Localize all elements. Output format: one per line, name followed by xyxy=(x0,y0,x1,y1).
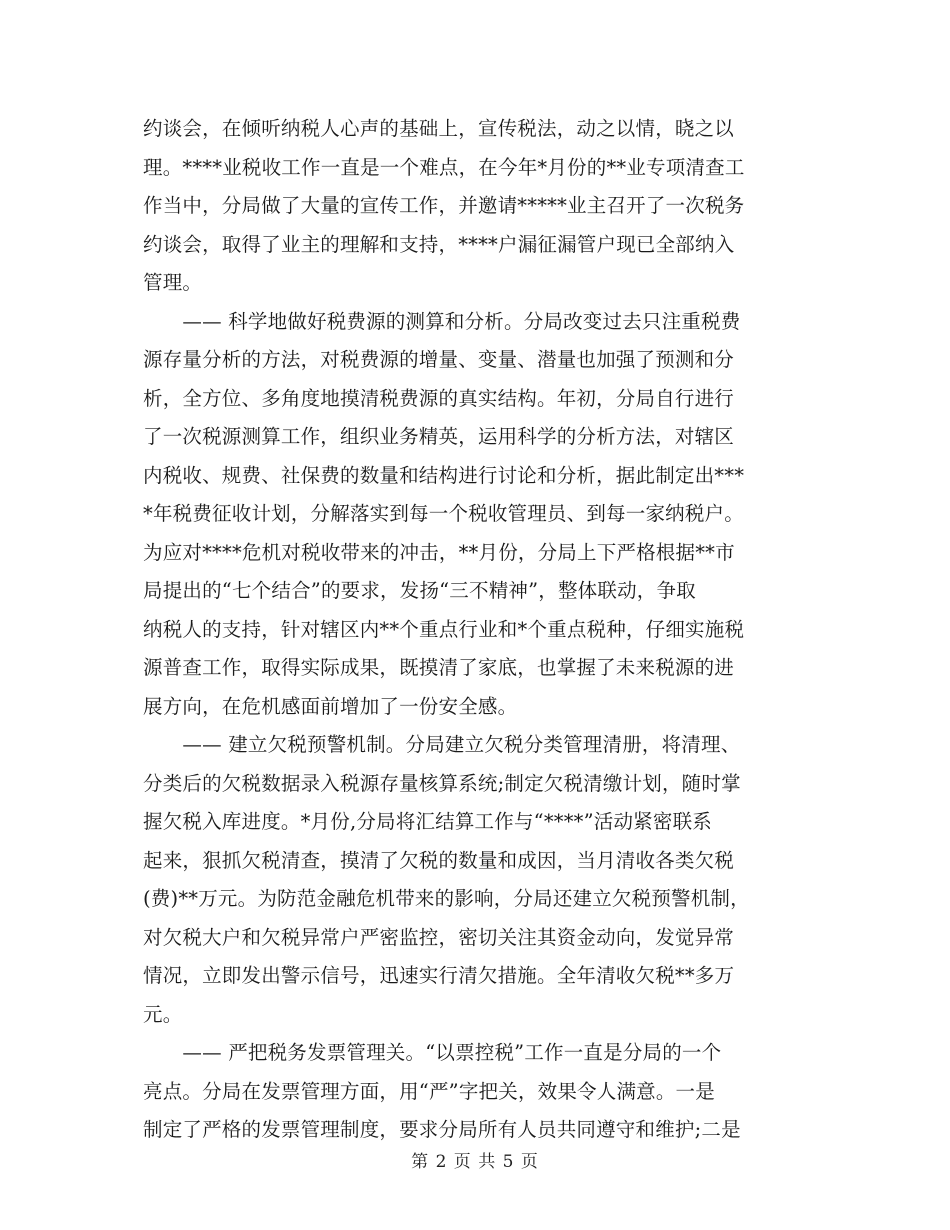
text-line: 源存量分析的方法，对税费源的增量、变量、潜量也加强了预测和分 xyxy=(143,348,735,371)
text-line: —— 科学地做好税费源的测算和分析。分局改变过去只注重税费 xyxy=(143,309,741,333)
text-line: 分类后的欠税数据录入税源存量核算系统;制定欠税清缴计划，随时掌 xyxy=(143,771,741,795)
text-line: 元。 xyxy=(143,1002,183,1026)
page-footer: 第 2 页 共 5 页 xyxy=(411,1152,539,1172)
text-line: 管理。 xyxy=(143,271,203,294)
text-line: —— 严把税务发票管理关。“以票控税”工作一直是分局的一个 xyxy=(143,1041,722,1064)
text-line: (费)**万元。为防范金融危机带来的影响，分局还建立欠税预警机制， xyxy=(143,887,750,910)
text-line: 展方向，在危机感面前增加了一份安全感。 xyxy=(143,694,518,718)
text-line: 起来，狠抓欠税清查，摸清了欠税的数量和成因，当月清收各类欠税 xyxy=(143,848,735,872)
text-line: 析，全方位、多角度地摸清税费源的真实结构。年初，分局自行进行 xyxy=(143,386,735,410)
text-line: 制定了严格的发票管理制度，要求分局所有人员共同遵守和维护;二是 xyxy=(143,1118,741,1141)
text-line: 作当中，分局做了大量的宣传工作，并邀请*****业主召开了一次税务 xyxy=(143,194,745,217)
text-line: 源普查工作，取得实际成果，既摸清了家底，也掌握了未来税源的进 xyxy=(143,656,735,679)
text-line: 握欠税入库进度。*月份,分局将汇结算工作与“****”活动紧密联系 xyxy=(143,810,712,833)
text-line: 内税收、规费、社保费的数量和结构进行讨论和分析，据此制定出*** xyxy=(143,463,745,487)
text-line: 纳税人的支持，针对辖区内**个重点行业和*个重点税种，仔细实施税 xyxy=(143,617,745,641)
text-line: *年税费征收计划，分解落实到每一个税收管理员、到每一家纳税户。 xyxy=(143,502,744,525)
text-line: 了一次税源测算工作，组织业务精英，运用科学的分析方法，对辖区 xyxy=(143,425,735,448)
text-line: 理。****业税收工作一直是一个难点，在今年*月份的**业专项清查工 xyxy=(143,155,745,179)
text-line: 亮点。分局在发票管理方面，用“严”字把关，效果令人满意。一是 xyxy=(143,1079,715,1103)
text-line: 约谈会，取得了业主的理解和支持，****户漏征漏管户现已全部纳入 xyxy=(143,232,735,256)
text-line: —— 建立欠税预警机制。分局建立欠税分类管理清册，将清理、 xyxy=(143,733,741,756)
text-line: 情况，立即发出警示信号，迅速实行清欠措施。全年清收欠税**多万 xyxy=(143,964,735,987)
text-line: 局提出的“七个结合”的要求，发扬“三不精神”，整体联动，争取 xyxy=(143,579,696,602)
text-line: 对欠税大户和欠税异常户严密监控，密切关注其资金动向，发觉异常 xyxy=(143,925,735,949)
body-text xyxy=(143,110,813,1150)
text-line: 为应对****危机对税收带来的冲击，**月份，分局上下严格根据**市 xyxy=(143,540,735,564)
text-line: 约谈会，在倾听纳税人心声的基础上，宣传税法，动之以情，晓之以 xyxy=(143,117,735,140)
